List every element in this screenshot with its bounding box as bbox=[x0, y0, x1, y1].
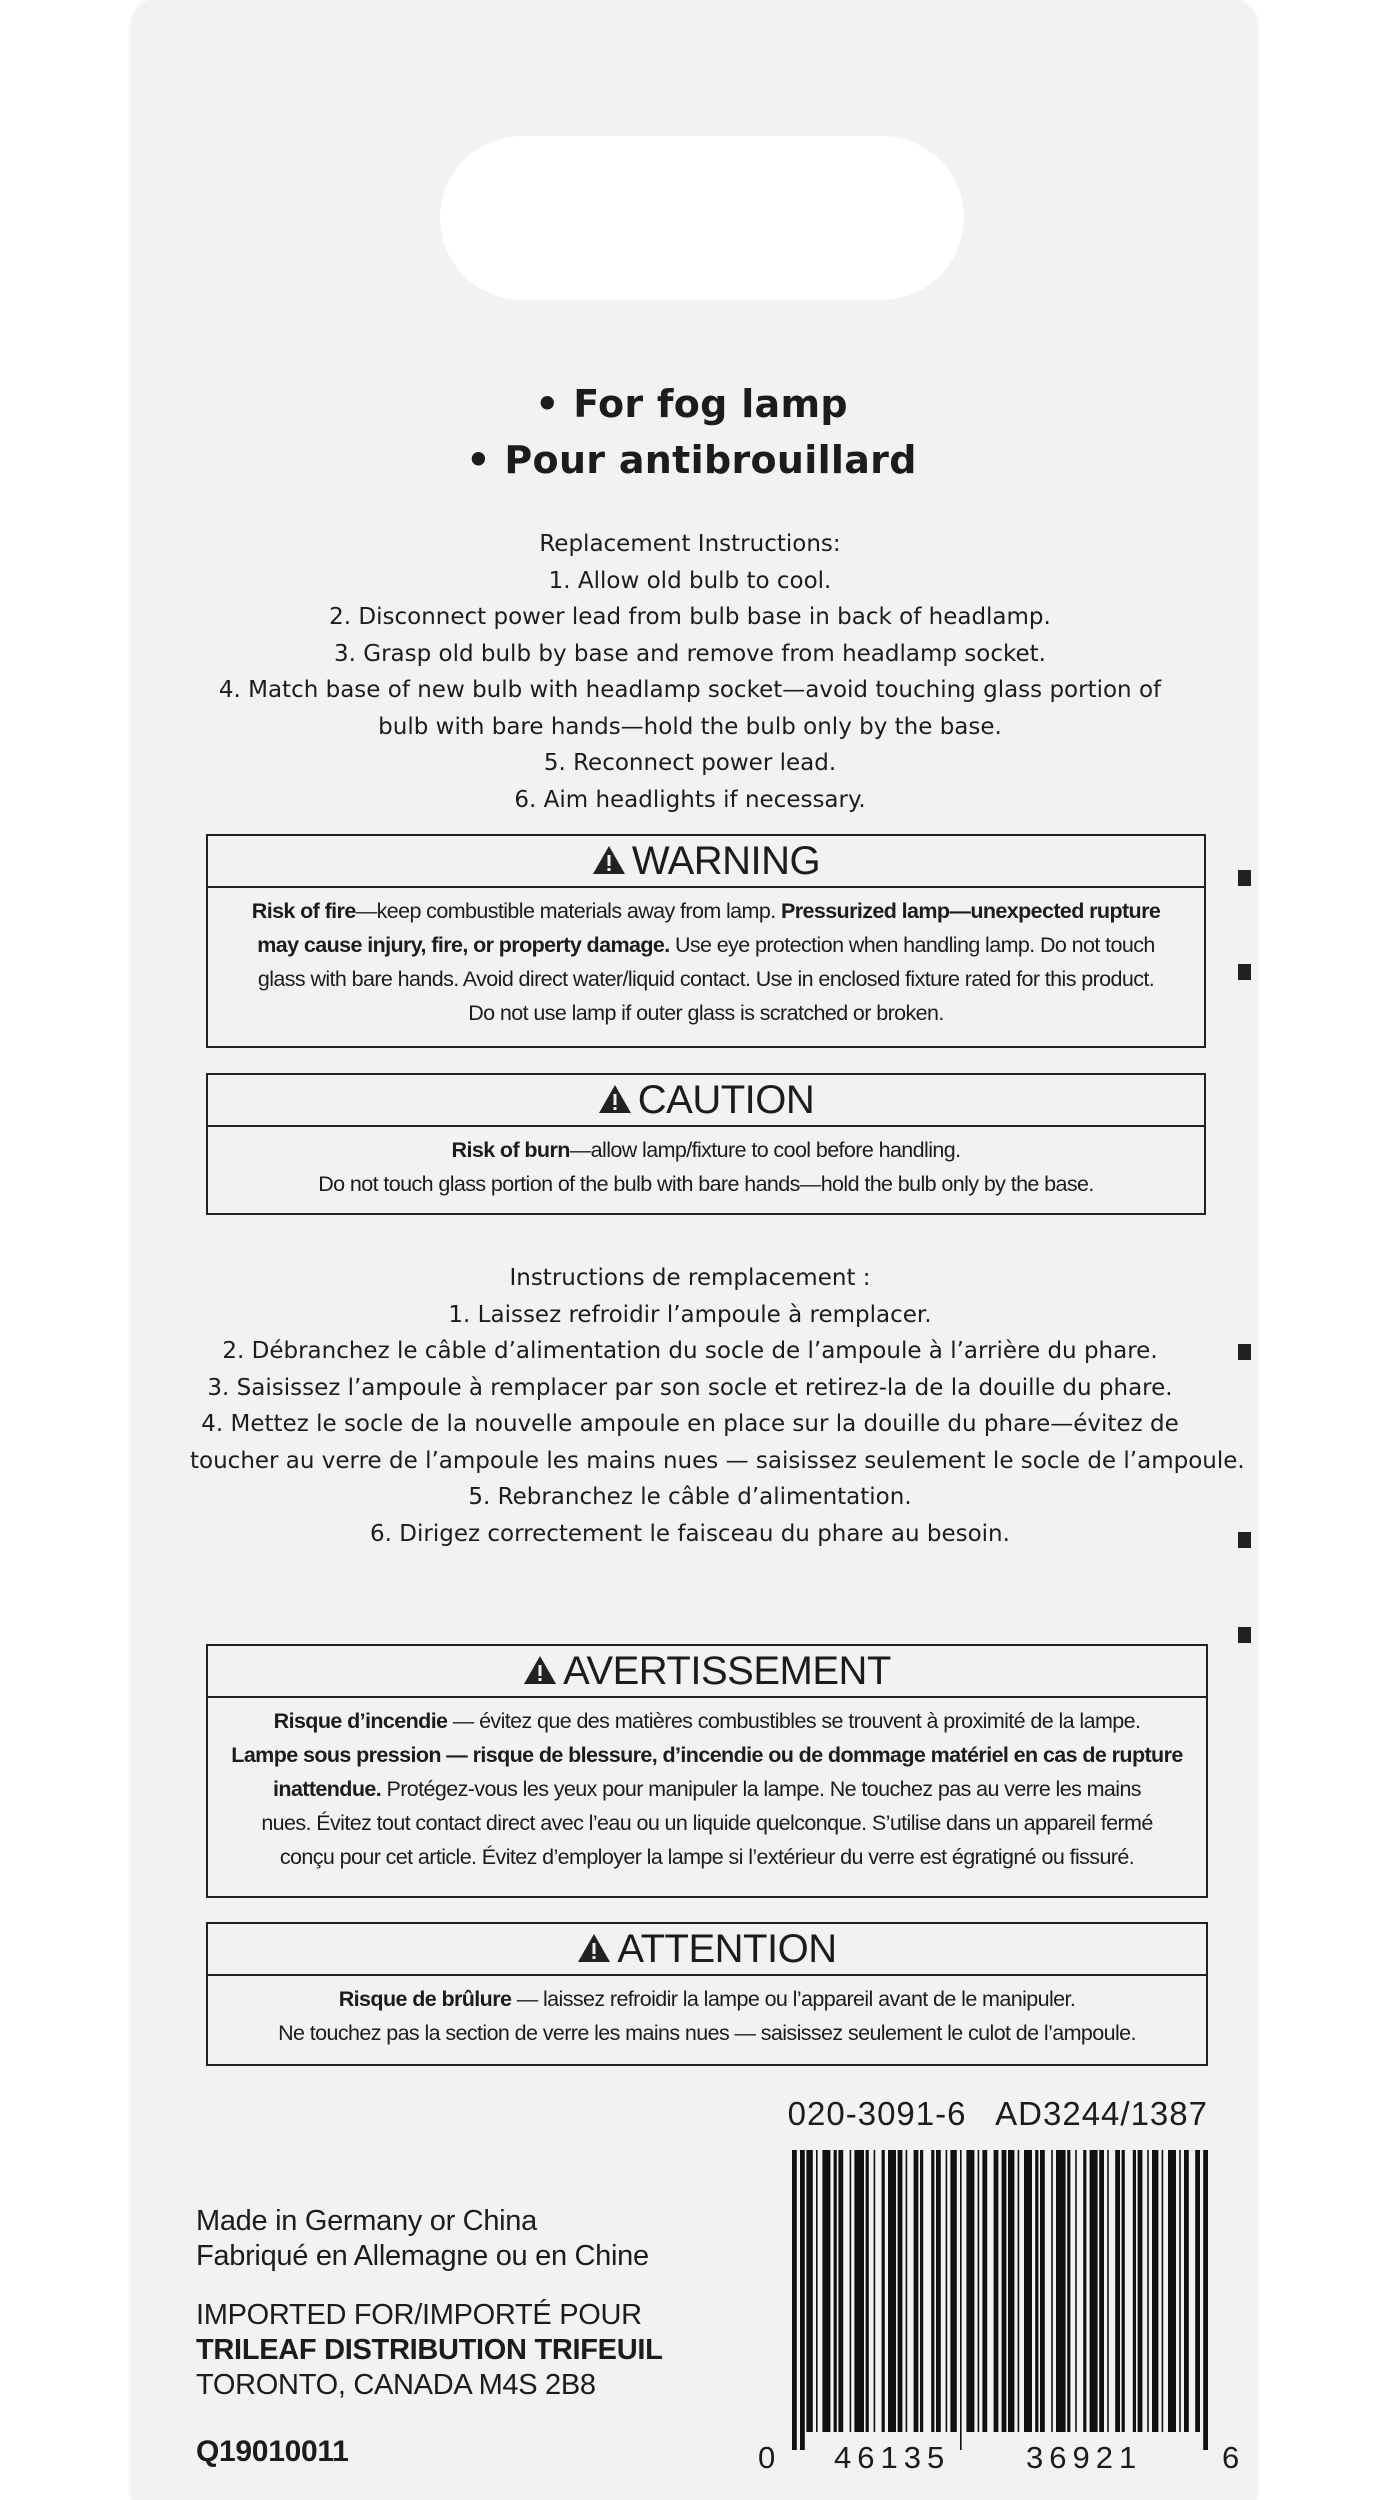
instruction-step: 6. Dirigez correctement le faisceau du phare au besoin. bbox=[370, 1520, 1010, 1547]
barcode-bar bbox=[1067, 2150, 1070, 2432]
hang-hole bbox=[440, 136, 964, 300]
instruction-step: 3. Saisissez l’ampoule à remplacer par son socle et retirez-la de la douille du phare. bbox=[207, 1374, 1173, 1401]
barcode-bar bbox=[1008, 2150, 1014, 2432]
importer-info: IMPORTED FOR/IMPORTÉ POUR TRILEAF DISTRIBUTION TRIFEUIL TORONTO, CANADA M4S 2B8 bbox=[196, 2299, 663, 2401]
barcode-bar bbox=[838, 2150, 843, 2432]
barcode-bar bbox=[866, 2150, 869, 2432]
barcode-bar bbox=[822, 2150, 830, 2432]
instruction-step: 5. Reconnect power lead. bbox=[543, 750, 837, 776]
barcode-bar bbox=[982, 2150, 987, 2432]
barcode-first-digit: 0 bbox=[758, 2440, 776, 2475]
registration-mark bbox=[1238, 1344, 1251, 1360]
instruction-step: 1. Laissez refroidir l’ampoule à remplacer. bbox=[448, 1301, 932, 1328]
barcode-bar bbox=[1051, 2150, 1053, 2432]
barcode-bar bbox=[1056, 2150, 1066, 2432]
barcode-bar bbox=[1018, 2150, 1020, 2432]
barcode-bar bbox=[1075, 2150, 1077, 2432]
caution-text: Risk of burn—allow lamp/fixture to cool before handling. Do not touch glass portion of the bulb with bare hands—hold the bulb only by the base. bbox=[318, 1138, 1094, 1196]
barcode-bar bbox=[816, 2150, 818, 2432]
instruction-step: 4. Match base of new bulb with headlamp socket—avoid touching glass portion of bbox=[218, 677, 1162, 703]
barcode-bar bbox=[1099, 2150, 1104, 2432]
caution-box bbox=[206, 1073, 1206, 1215]
instruction-step: 4. Mettez le socle de la nouvelle ampoule en place sur la douille du phare—évitez de bbox=[201, 1411, 1179, 1437]
attention-text: Risque de brûlure — laissez refroidir la lampe ou l’appareil avant de le manipuler. Ne touchez pas la section de verre les mains nues — saisissez seulement le culot de l’ampoule. bbox=[278, 1987, 1136, 2045]
barcode-bar bbox=[1083, 2150, 1086, 2432]
barcode-bar bbox=[906, 2150, 908, 2432]
barcode-bar bbox=[874, 2150, 876, 2432]
instruction-step: 2. Disconnect power lead from bulb base in back of headlamp. bbox=[329, 604, 1051, 630]
lot-code: Q19010011 bbox=[196, 2435, 349, 2468]
instructions-title: Instructions de remplacement : bbox=[509, 1265, 871, 1291]
barcode-bar bbox=[1168, 2150, 1176, 2432]
registration-mark bbox=[1238, 964, 1251, 980]
barcode-bar bbox=[994, 2150, 999, 2432]
barcode-bar bbox=[960, 2150, 962, 2450]
barcode-bar bbox=[1002, 2150, 1007, 2432]
warning-title bbox=[208, 836, 1204, 888]
instruction-step: toucher au verre de l’ampoule les mains nues — saisissez seulement le socle de l’ampoule. bbox=[190, 1447, 1245, 1474]
caution-triangle-icon bbox=[598, 1084, 632, 1114]
instruction-step: 2. Débranchez le câble d’alimentation du socle de l’ampoule à l’arrière du phare. bbox=[222, 1338, 1158, 1364]
instruction-step: 6. Aim headlights if necessary. bbox=[514, 786, 866, 813]
barcode-last-digit: 6 bbox=[1222, 2440, 1240, 2475]
registration-mark bbox=[1238, 870, 1251, 886]
barcode-bar bbox=[1133, 2150, 1136, 2432]
barcode-bar bbox=[1195, 2150, 1200, 2432]
product-codes: 020-3091-6 AD3244/1387 bbox=[787, 2095, 1208, 2132]
barcode-bar bbox=[898, 2150, 903, 2432]
warning-triangle-icon bbox=[592, 845, 626, 875]
barcode-bar bbox=[850, 2150, 852, 2432]
barcode-bar bbox=[966, 2150, 974, 2432]
headline-english: • For fog lamp bbox=[535, 382, 848, 426]
barcode-bar bbox=[1090, 2150, 1098, 2432]
instruction-step: 3. Grasp old bulb by base and remove from headlamp socket. bbox=[333, 640, 1046, 667]
warning-triangle-icon bbox=[523, 1655, 557, 1685]
barcode-bar bbox=[1179, 2150, 1181, 2432]
barcode-bar bbox=[920, 2150, 923, 2432]
barcode-bar bbox=[946, 2150, 948, 2432]
instructions-title: Replacement Instructions: bbox=[539, 531, 841, 557]
barcode-bar bbox=[882, 2150, 885, 2432]
instruction-step: 5. Rebranchez le câble d’alimentation. bbox=[468, 1484, 912, 1510]
headline-french: • Pour antibrouillard bbox=[466, 438, 917, 482]
barcode-bar bbox=[1040, 2150, 1045, 2432]
registration-mark bbox=[1238, 1532, 1251, 1548]
instruction-step: bulb with bare hands—hold the bulb only by the base. bbox=[378, 713, 1002, 740]
barcode-bar bbox=[1184, 2150, 1189, 2432]
avertissement-text: Risque d’incendie — évitez que des matières combustibles se trouvent à proximité de la lampe. Lampe sous pression — risque de blessure, d’incendie ou de dommage matériel en cas de rupture inattendue. Protégez-vous les yeux pour manipuler la lampe. Ne touchez pas au verre les mains nues. Évitez tout contact direct avec l’eau ou un liquide quelconque. S’utilise dans un appareil fermé conçu pour cet article. Évitez d’employer la lampe si l’extérieur du verre est égratigné ou fissuré. bbox=[231, 1709, 1183, 1869]
caution-title bbox=[208, 1075, 1204, 1127]
barcode-bar bbox=[931, 2150, 934, 2432]
avertissement-title-text: AVERTISSEMENT bbox=[563, 1649, 891, 1693]
barcode-bar bbox=[1035, 2150, 1038, 2432]
instructions-french bbox=[190, 1260, 1245, 1552]
warning-box bbox=[206, 834, 1206, 1048]
barcode-bar bbox=[950, 2150, 956, 2432]
warning-text: Risk of fire—keep combustible materials away from lamp. Pressurized lamp—unexpected rupture may cause injury, fire, or property damage. Use eye protection when handling lamp. Do not touch glass with bare hands. Avoid direct water/liquid contact. Use in enclosed fixture rated for this product. Do not use lamp if outer glass is scratched or broken. bbox=[251, 899, 1161, 1025]
barcode-bar bbox=[1138, 2150, 1143, 2432]
barcode-bar bbox=[854, 2150, 864, 2432]
warning-title-text: WARNING bbox=[631, 839, 821, 883]
barcode-bar bbox=[806, 2150, 812, 2432]
barcode-bar bbox=[1024, 2150, 1032, 2432]
instructions-english bbox=[190, 526, 1190, 818]
barcode-bar bbox=[978, 2150, 980, 2432]
barcode-bar bbox=[936, 2150, 941, 2432]
barcode-bar bbox=[1107, 2150, 1109, 2432]
caution-triangle-icon bbox=[577, 1933, 611, 1963]
attention-title-text: ATTENTION bbox=[617, 1927, 837, 1971]
caution-title-text: CAUTION bbox=[637, 1078, 815, 1122]
barcode-bar bbox=[800, 2150, 805, 2450]
barcode-left-group: 46135 bbox=[830, 2440, 954, 2476]
barcode-bar bbox=[1122, 2150, 1125, 2432]
avertissement-box bbox=[206, 1644, 1208, 1898]
barcode-bar bbox=[1203, 2150, 1208, 2450]
barcode-bar bbox=[888, 2150, 896, 2432]
barcode-right-group: 36921 bbox=[1022, 2440, 1146, 2476]
avertissement-title bbox=[208, 1646, 1206, 1698]
barcode-bar bbox=[1152, 2150, 1158, 2432]
barcode-bar bbox=[792, 2150, 797, 2450]
attention-title bbox=[208, 1924, 1206, 1976]
barcode-bar bbox=[834, 2150, 837, 2432]
barcode-bar bbox=[1162, 2150, 1164, 2432]
instruction-step: 1. Allow old bulb to cool. bbox=[548, 567, 832, 594]
registration-mark bbox=[1238, 1627, 1251, 1643]
attention-box bbox=[206, 1922, 1208, 2066]
country-of-origin: Made in Germany or China Fabriqué en Allemagne ou en Chine bbox=[196, 2205, 649, 2272]
barcode-bar bbox=[1115, 2150, 1120, 2432]
upc-barcode bbox=[788, 2150, 1212, 2450]
barcode-bar bbox=[1147, 2150, 1149, 2432]
barcode-bar bbox=[914, 2150, 919, 2432]
